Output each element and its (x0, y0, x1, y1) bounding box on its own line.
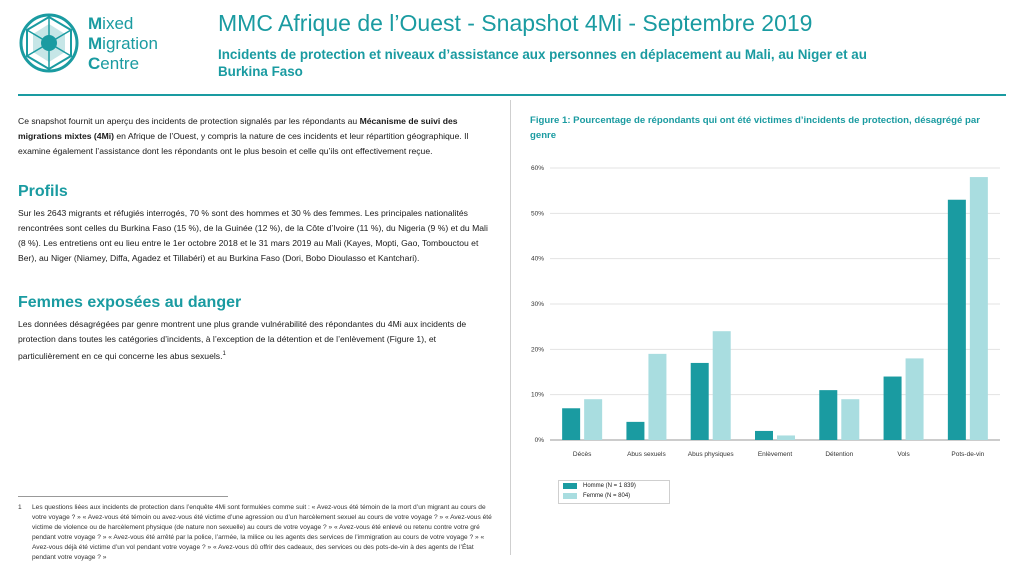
page-subtitle: Incidents de protection et niveaux d’assistance aux personnes en déplacement au Mali, au Niger et au Burkina Faso (218, 47, 867, 79)
footnote (18, 503, 498, 563)
femmes-paragraph: Les données désagrégées par genre montrent une plus grande vulnérabilité des répondantes du 4Mi aux incidents de protection dans toutes les catégories d’incidents, à l’exception de la détention et de l’enlèvement (Figure 1), et particulièrement en ce qui concerne les abus sexuels.$^1$ (18, 319, 467, 361)
bar-femme (713, 331, 731, 440)
column-divider (510, 100, 511, 555)
globe-logo-icon (18, 12, 80, 74)
y-tick-label: 0% (534, 437, 544, 444)
logo-wordmark: Mixed Migration Centre (88, 14, 158, 73)
bar-homme (884, 377, 902, 440)
x-tick-label: Décès (572, 451, 592, 458)
bar-chart (520, 160, 1010, 500)
y-tick-label: 30% (530, 301, 544, 308)
x-tick-label: Abus physiques (687, 451, 734, 458)
footnote-text: Les questions liées aux incidents de protection dans l’enquête 4Mi sont formulées comme suit : « Avez-vous été témoin de la mort d’un migrant au cours de votre voyage ? » « Avez-vous été témoin ou avez-vous été victime d’une agression ou d’un harcèlement sexuel au cours de votre voyage ? » « Avez-vous été victime de violence ou de harcèlement physique (de nature non sexuelle) au cours de votre voyage ? » « Avez-vous été enlevé ou retenu contre votre gré pendant votre voyage ? » « Avez-vous été arrêté par la police, l’armée, la milice ou les agents des services de l’immigration au cours de votre voyage ? » « Avez-vous déjà été victime d’un vol pendant votre voyage ? » « Avez-vous dû offrir des cadeaux, des services ou des pots-de-vin à des agents de l’État pendant votre voyage ? » (32, 504, 492, 561)
y-tick-label: 60% (530, 165, 544, 172)
y-tick-label: 20% (530, 346, 544, 354)
header-rule (18, 94, 1006, 96)
bar-femme (906, 358, 924, 440)
bar-homme (755, 431, 773, 440)
bar-homme (819, 390, 837, 440)
x-tick-label: Pots-de-vin (951, 451, 985, 458)
mmc-logo (18, 8, 198, 80)
legend-swatch-homme (563, 483, 577, 489)
legend-label-femme: Femme (N = 804) (583, 493, 631, 499)
bar-homme (691, 363, 709, 440)
bar-homme (948, 200, 966, 440)
footnote-ref[interactable]: 1 (222, 351, 226, 357)
legend-item-homme (559, 481, 669, 491)
profils-paragraph: Sur les 2643 migrants et réfugiés interrogés, 70 % sont des hommes et 30 % des femmes. Les principales nationalités rencontrées sont celles du Burkina Faso (15 %), de la Guinée (12 %), de la Côte d’Ivoire (11 %), du Nigeria (9 %) et du Mali (8 %). Les entretiens ont eu lieu entre le 1er octobre 2018 et le 31 mars 2019 au Mali (Kayes, Mopti, Gao, Tombouctou et Ber), au Niger (Niamey, Diffa, Agadez et Tillabéri) et au Burkina Faso (Dori, Bobo Dioulasso et Kantchari). (18, 208, 488, 263)
page-title: MMC Afrique de l’Ouest - Snapshot 4Mi - Septembre 2019 (218, 10, 813, 36)
x-tick-label: Détention (825, 451, 854, 458)
footnote-number: 1 (18, 504, 22, 511)
legend-label-homme: Homme (N = 1 839) (583, 483, 636, 489)
legend-item-femme (559, 491, 669, 501)
y-tick-label: 10% (530, 391, 544, 399)
y-tick-label: 50% (530, 210, 544, 218)
bar-homme (626, 422, 644, 440)
y-tick-label: 40% (530, 255, 544, 263)
bar-homme (562, 408, 580, 440)
x-tick-label: Abus sexuels (627, 451, 666, 458)
bar-femme (841, 399, 859, 440)
intro-paragraph: Ce snapshot fournit un aperçu des incidents de protection signalés par les répondants au Mécanisme de suivi des migrations mixtes (4Mi) en Afrique de l’Ouest, y compris la nature de ces incidents et leur répartition géographique. Il examine également l’assistance dont les répondants ont le plus besoin et celle qu’ils ont effectivement reçue. (18, 116, 469, 156)
section-heading-profils: Profils (18, 183, 68, 200)
bar-femme (648, 354, 666, 440)
figure-title: Figure 1: Pourcentage de répondants qui ont été victimes d’incidents de protection, désagrégé par genre (530, 115, 980, 141)
bar-femme (970, 177, 988, 440)
bar-femme (584, 399, 602, 440)
chart-legend (558, 480, 670, 504)
legend-swatch-femme (563, 493, 577, 499)
x-tick-label: Enlèvement (757, 451, 793, 458)
footnote-rule (18, 496, 228, 497)
bar-femme (777, 435, 795, 440)
section-heading-femmes: Femmes exposées au danger (18, 294, 242, 311)
x-tick-label: Vols (897, 451, 910, 458)
